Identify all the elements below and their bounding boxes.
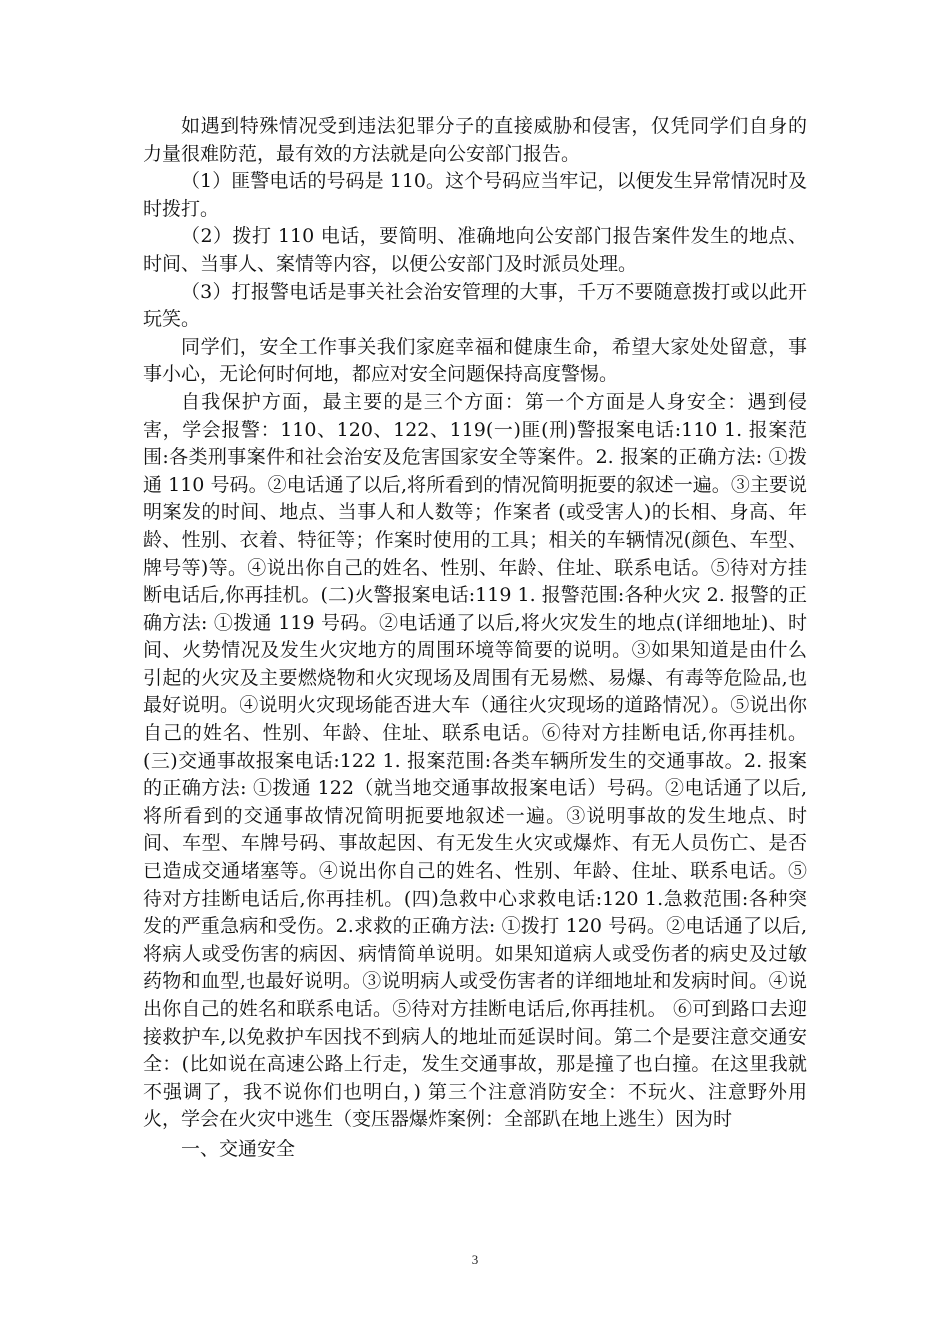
paragraph-110-no-prank: （3）打报警电话是事关社会治安管理的大事，千万不要随意拨打或以此开玩笑。 xyxy=(143,280,807,331)
page-number: 3 xyxy=(471,1252,479,1267)
paragraph-110-how-to-call: （2）拨打 110 电话，要简明、准确地向公安部门报告案件发生的地点、时间、当事人、案情等内容，以便公安部门及时派员处理。 xyxy=(143,225,807,275)
section-heading-traffic-safety: 一、交通安全 xyxy=(181,1137,296,1160)
paragraph-safety-reminder: 同学们，安全工作事关我们家庭幸福和健康生命，希望大家处处留意，事事小心，无论何时何地，都应对安全问题保持高度警惕。 xyxy=(143,335,807,386)
paragraph-report-intro: 如遇到特殊情况受到违法犯罪分子的直接威胁和侵害，仅凭同学们自身的力量很难防范，最有效的方法就是向公安部门报告。 xyxy=(143,115,807,165)
document-body xyxy=(143,113,807,1164)
paragraph-110-number: （1）匪警电话的号码是 110。这个号码应当牢记，以便发生异常情况时及时拨打。 xyxy=(143,170,807,220)
paragraph-self-protection: 自我保护方面，最主要的是三个方面：第一个方面是人身安全：遇到侵害，学会报警：110、120、122、119(一)匪(刑)警报案电话:110 1. 报案范围:各类刑事案件和社会治安及危害国家安全等案件。2. 报案的正确方法: ①拨通 110 号码。②电话通了以后,将所看到的情况简明扼要的叙述一遍。③主要说明案发的时间、地点、当事人和人数等；作案者 (或受害人)的长相、身高、年龄、性别、衣着、特征等；作案时使用的工具；相关的车辆情况(颜色、车型、牌号等)等。④说出你自己的姓名、性别、年龄、住址、联系电话。⑤待对方挂断电话后,你再挂机。(二)火警报案电话:119 1. 报警范围:各种火灾 2. 报警的正确方法: ①拨通 119 号码。②电话通了以后,将火灾发生的地点(详细地址)、时间、火势情况及发生火灾地方的周围环境等简要的说明。③如果知道是由什么引起的火灾及主要燃烧物和火灾现场及周围有无易燃、易爆、有毒等危险品,也最好说明。④说明火灾现场能否进大车（通往火灾现场的道路情况）。⑤说出你自己的姓名、性别、年龄、住址、联系电话。⑥待对方挂断电话,你再挂机。(三)交通事故报案电话:122 1. 报案范围:各类车辆所发生的交通事故。2. 报案的正确方法: ①拨通 122（就当地交通事故报案电话）号码。②电话通了以后,将所看到的交通事故情况简明扼要地叙述一遍。③说明事故的发生地点、时间、车型、车牌号码、事故起因、有无发生火灾或爆炸、有无人员伤亡、是否已造成交通堵塞等。④说出你自己的姓名、性别、年龄、住址、联系电话。⑤待对方挂断电话后,你再挂机。(四)急救中心求救电话:120 1.急救范围:各种突发的严重急病和受伤。2.求救的正确方法: ①拨打 120 号码。②电话通了以后,将病人或受伤害的病因、病情简单说明。如果知道病人或受伤者的病史及过敏药物和血型,也最好说明。③说明病人或受伤害者的详细地址和发病时间。④说出你自己的姓名和联系电话。⑤待对方挂断电话后,你再挂机。 ⑥可到路口去迎接救护车,以免救护车因找不到病人的地址而延误时间。第二个是要注意交通安全：(比如说在高速公路上行走，发生交通事故，那是撞了也白撞。在这里我就不强调了，我不说你们也明白，) 第三个注意消防安全：不玩火、注意野外用火，学会在火灾中逃生（变压器爆炸案例：全部趴在地上逃生）因为时 xyxy=(143,390,807,1131)
